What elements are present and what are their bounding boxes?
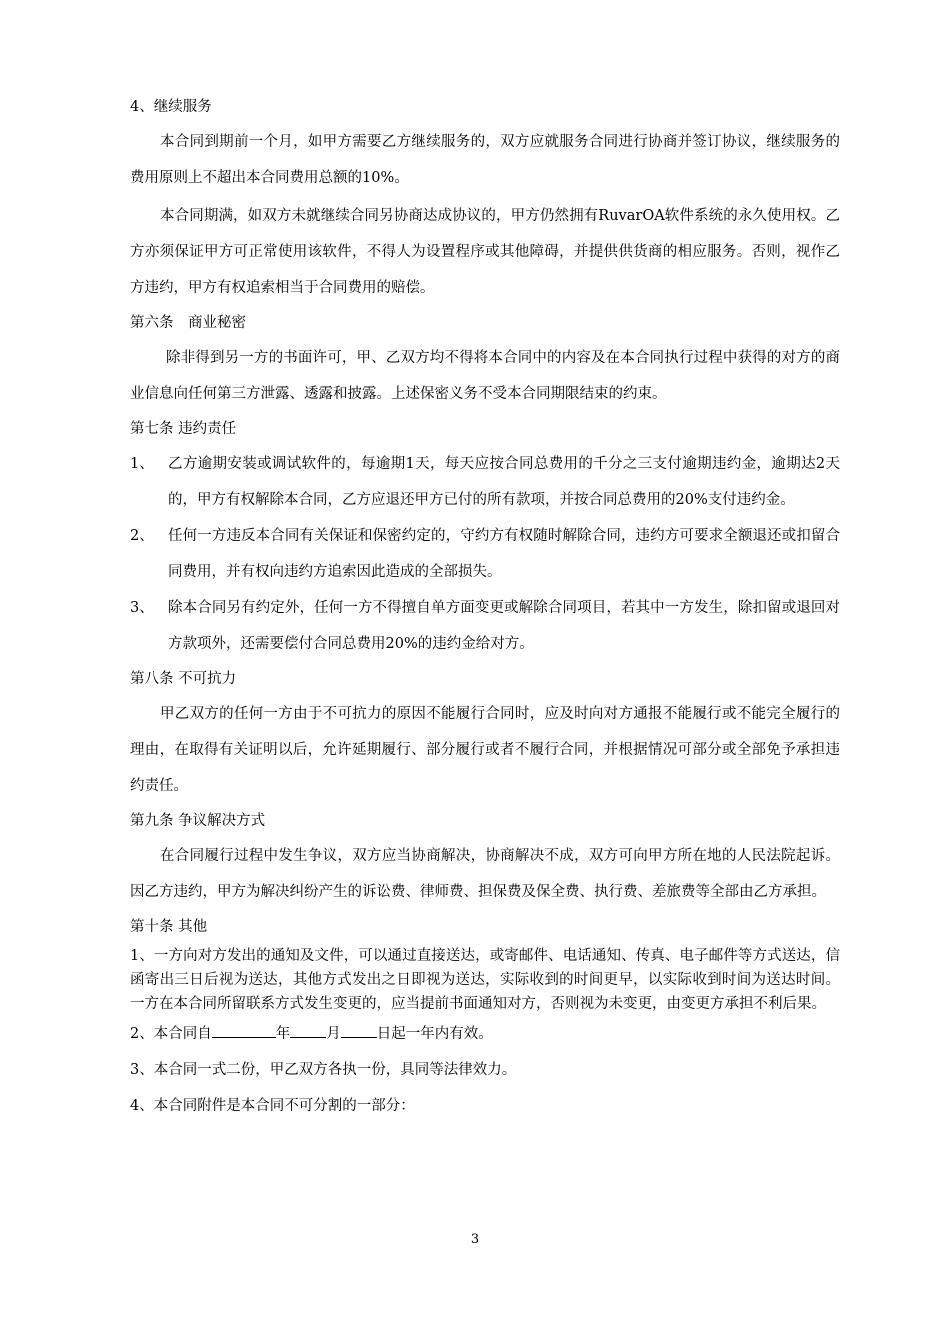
- article-heading: 第八条 不可抗力: [130, 671, 237, 687]
- list-item: [130, 446, 840, 518]
- article-heading: 第六条 商业秘密: [130, 315, 246, 331]
- paragraph: 4、本合同附件是本合同不可分割的一部分：: [130, 1098, 415, 1114]
- page-number: 3: [470, 1232, 480, 1247]
- article-heading: 第十条 其他: [130, 919, 208, 935]
- section-heading: 4、继续服务: [130, 99, 212, 115]
- article-heading: 第九条 争议解决方式: [130, 813, 266, 829]
- paragraph: 除非得到另一方的书面许可，甲、乙双方均不得将本合同中的内容及在本合同执行过程中获得的对方的商业信息向任何第三方泄露、透露和披露。上述保密义务不受本合同期限结束的约束。: [130, 350, 840, 402]
- paragraph: 甲乙双方的任何一方由于不可抗力的原因不能履行合同时，应及时向对方通报不能履行或不能完全履行的理由，在取得有关证明以后，允许延期履行、部分履行或者不履行合同，并根据情况可部分或全部免予承担违约责任。: [130, 706, 840, 794]
- paragraph: 本合同到期前一个月，如甲方需要乙方继续服务的，双方应就服务合同进行协商并签订协议，继续服务的费用原则上不超出本合同费用总额的10%。: [130, 134, 840, 186]
- paragraph: 3、本合同一式二份，甲乙双方各执一份，具同等法律效力。: [130, 1062, 517, 1078]
- list-item: [130, 590, 840, 662]
- blank-line: [290, 1023, 326, 1038]
- paragraph: 1、一方向对方发出的通知及文件，可以通过直接送达，或寄邮件、电话通知、传真、电子邮件等方式送达，信函寄出三日后视为送达，其他方式发出之日即视为送达，实际收到的时间更早，以实际收到时间为送达时间。一方在本合同所留联系方式发生变更的，应当提前书面通知对方，否则视为未变更，由变更方承担不利后果。: [130, 948, 840, 1012]
- validity-month: 月: [326, 1026, 341, 1042]
- blank-line: [212, 1023, 276, 1038]
- validity-clause: [130, 1016, 840, 1052]
- article-heading: 第七条 违约责任: [130, 421, 237, 437]
- validity-suffix: 日起一年内有效。: [376, 1026, 493, 1042]
- paragraph: 本合同期满，如双方未就继续合同另协商达成协议的，甲方仍然拥有RuvarOA软件系统的永久使用权。乙方亦须保证甲方可正常使用该软件，不得人为设置程序或其他障碍，并提供供货商的相应服务。否则，视作乙方违约，甲方有权追索相当于合同费用的赔偿。: [130, 208, 840, 296]
- list-item: [130, 518, 840, 590]
- paragraph: 在合同履行过程中发生争议，双方应当协商解决，协商解决不成，双方可向甲方所在地的人民法院起诉。因乙方违约，甲方为解决纠纷产生的诉讼费、律师费、担保费及保全费、执行费、差旅费等全部由乙方承担。: [130, 848, 840, 900]
- list-item-number: 2、: [130, 528, 154, 544]
- list-item-text: 除本合同另有约定外，任何一方不得擅自单方面变更或解除合同项目，若其中一方发生，除扣留或退回对方款项外，还需要偿付合同总费用20%的违约金给对方。: [168, 600, 840, 652]
- list-item-number: 3、: [130, 600, 154, 616]
- validity-prefix: 2、本合同自: [130, 1026, 212, 1042]
- blank-line: [341, 1023, 377, 1038]
- document-body: [130, 90, 840, 1124]
- validity-year: 年: [275, 1026, 291, 1042]
- list-item-text: 任何一方违反本合同有关保证和保密约定的，守约方有权随时解除合同，违约方可要求全额退还或扣留合同费用，并有权向违约方追索因此造成的全部损失。: [168, 528, 840, 580]
- list-item-number: 1、: [130, 456, 154, 472]
- list-item-text: 乙方逾期安装或调试软件的，每逾期1天，每天应按合同总费用的千分之三支付逾期违约金，逾期达2天的，甲方有权解除本合同，乙方应退还甲方已付的所有款项，并按合同总费用的20%支付违约金。: [168, 456, 840, 508]
